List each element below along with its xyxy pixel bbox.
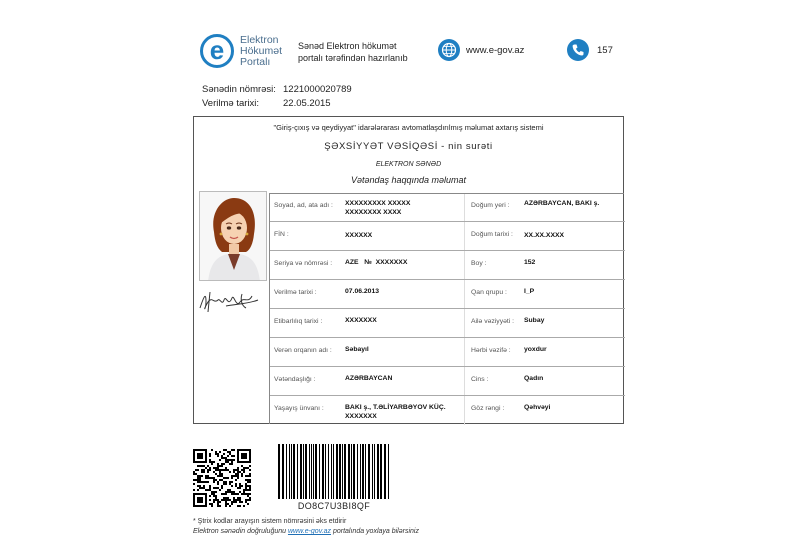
field-label: Vətəndaşlığı : xyxy=(274,376,316,383)
field-label: Ailə vəziyyəti : xyxy=(471,318,515,325)
field-value: Səbayıl xyxy=(345,346,369,353)
field-label: Cins : xyxy=(471,376,489,383)
field-label: Verən orqanın adı : xyxy=(274,347,332,354)
phone-icon xyxy=(567,39,589,61)
citizen-info-table xyxy=(269,193,624,424)
qr-code xyxy=(193,449,251,507)
portal-logo-icon: e xyxy=(209,35,225,65)
field-value: AZE № XXXXXXX xyxy=(345,259,408,266)
section-title: Vətəndaş haqqında məlumat xyxy=(350,175,467,185)
signature xyxy=(196,286,262,316)
field-value: 152 xyxy=(524,259,536,266)
table-row xyxy=(270,222,625,251)
document-subtitle: ELEKTRON SƏNƏD xyxy=(375,161,442,168)
field-label: Doğum tarixi : xyxy=(471,231,513,238)
portal-logo-text xyxy=(240,35,282,68)
verify-text-before: Elektron sənədin doğruluğunu xyxy=(193,528,288,535)
issue-date-label: Verilmə tarixi: xyxy=(202,98,260,109)
field-value: XX.XX.XXXX xyxy=(524,232,565,239)
table-row xyxy=(270,280,625,309)
field-label: Hərbi vəzifə : xyxy=(471,347,511,354)
globe-icon xyxy=(438,39,460,61)
citizen-photo xyxy=(199,191,267,281)
table-row xyxy=(270,194,625,222)
table-row xyxy=(270,251,625,280)
field-label: Seriya və nömrəsi : xyxy=(274,260,333,267)
barcode-number: DO8C7U3BI8QF xyxy=(297,501,371,511)
document-title: ŞƏXSİYYƏT VƏSİQƏSİ - nin surəti xyxy=(324,141,493,152)
verify-text-after: portalında yoxlaya bilərsiniz xyxy=(331,528,419,535)
logo-line-3: Portalı xyxy=(240,56,271,68)
field-label: Verilmə tarixi : xyxy=(274,289,317,296)
barcode-footnote: * Ştrix kodlar arayışın sistem nömrəsini əks etdirir xyxy=(193,518,347,525)
field-value: I_P xyxy=(524,288,535,295)
logo-line-2: Hökumət xyxy=(240,45,283,57)
note-line-2: portalı tərəfindən hazırlanıb xyxy=(298,53,408,63)
field-label: Etibarlılıq tarixi : xyxy=(274,318,323,325)
hotline-number[interactable]: 157 xyxy=(597,45,613,56)
note-line-1: Sənəd Elektron hökumət xyxy=(298,41,397,51)
table-row xyxy=(270,367,625,396)
barcode xyxy=(276,444,392,499)
field-label: Qan qrupu : xyxy=(471,289,507,296)
verify-link[interactable]: www.e-gov.az xyxy=(287,528,332,535)
field-value: Subay xyxy=(524,317,545,324)
table-row xyxy=(270,396,625,425)
field-label: FİN : xyxy=(274,231,289,238)
field-value: AZƏRBAYCAN, BAKI ş. xyxy=(524,200,600,207)
field-value: XXXXXXXXX XXXXX XXXXXXXX XXXX xyxy=(345,200,411,216)
field-label: Yaşayış ünvanı : xyxy=(274,405,324,412)
field-label: Boy : xyxy=(471,260,487,267)
field-label: Göz rəngi : xyxy=(471,405,505,412)
field-value: BAKI ş., T.ƏLİYARBƏYOV KÜÇ. XXXXXXX xyxy=(345,404,446,420)
doc-number-label: Sənədin nömrəsi: xyxy=(202,84,276,95)
field-value: XXXXXXX xyxy=(345,317,377,324)
table-row xyxy=(270,338,625,367)
field-value: Qəhvəyi xyxy=(524,404,551,411)
system-title: "Giriş-çıxış və qeydiyyat" idarələrarası avtomatlaşdırılmış məlumat axtarış sistemi xyxy=(273,123,544,132)
issue-date-value: 22.05.2015 xyxy=(283,98,331,109)
field-label: Doğum yeri : xyxy=(471,202,510,209)
prepared-by-note xyxy=(298,40,428,64)
doc-number-value: 1221000020789 xyxy=(283,84,352,95)
website-link[interactable]: www.e-gov.az xyxy=(466,45,525,56)
logo-line-1: Elektron xyxy=(240,34,279,46)
field-value: Qadın xyxy=(524,375,544,382)
field-label: Soyad, ad, ata adı : xyxy=(274,202,333,209)
table-row xyxy=(270,309,625,338)
field-value: AZƏRBAYCAN xyxy=(345,375,393,382)
field-value: 07.06.2013 xyxy=(345,288,380,295)
field-value: XXXXXX xyxy=(345,232,373,239)
verify-footnote xyxy=(193,528,419,535)
field-value: yoxdur xyxy=(524,346,547,353)
